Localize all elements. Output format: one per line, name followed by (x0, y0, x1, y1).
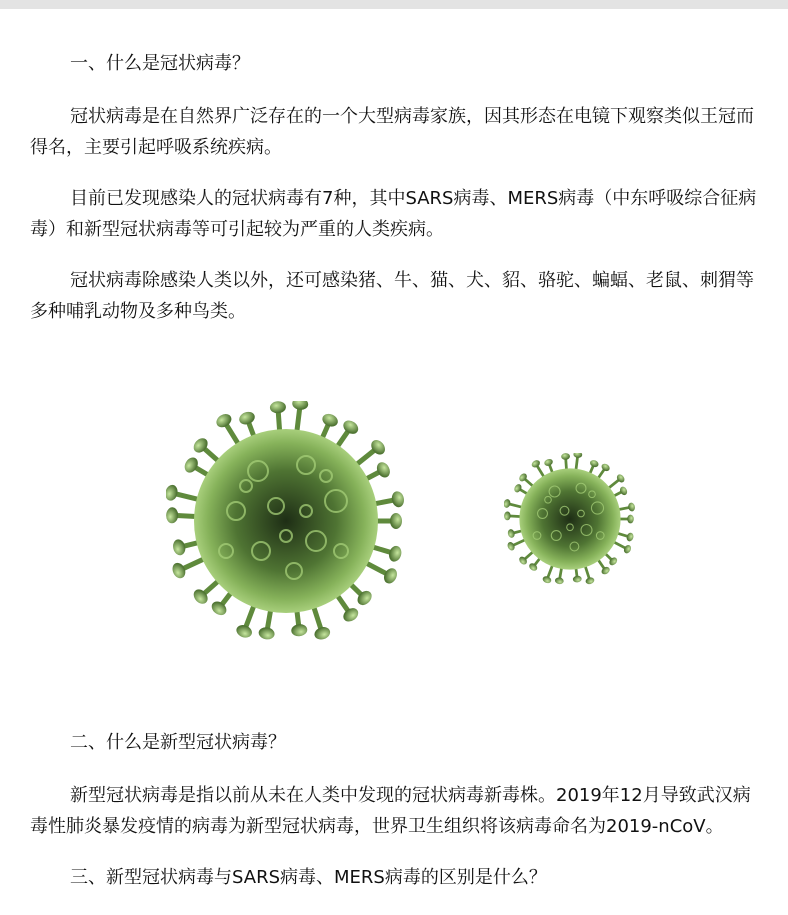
virus-spike-head (237, 410, 256, 427)
virus-spike-head (270, 401, 287, 414)
virus-spike-head (182, 455, 200, 475)
virus-spike-head (627, 502, 635, 512)
virus-spike-head (561, 453, 570, 460)
virus-spike-head (626, 532, 635, 542)
virus-spike-head (554, 577, 564, 585)
virus-spike-head (390, 490, 405, 508)
coronavirus-illustration (30, 361, 760, 721)
virus-spike-head (619, 485, 629, 496)
small-virus-image (504, 453, 636, 585)
virus-spike-head (291, 623, 308, 637)
virus-spike-head (589, 459, 600, 469)
large-virus-image (166, 401, 406, 641)
section-heading-2: 二、什么是新型冠状病毒？ (70, 732, 286, 753)
paragraph-4: 新型冠状病毒是指以前从未在人类中发现的冠状病毒新毒株。2019年12月导致武汉病毒性肺炎暴发疫情的病毒为新型冠状病毒，世界卫生组织将该病毒命名为2019-nCoV。 (30, 785, 751, 837)
virus-spike-head (171, 538, 186, 556)
virus-spike-head (387, 544, 403, 563)
paragraph-1: 冠状病毒是在自然界广泛存在的一个大型病毒家族，因其形态在电镜下观察类似王冠而得名，主要引起呼吸系统疾病。 (30, 106, 754, 158)
paragraph-3: 冠状病毒除感染人类以外，还可感染猪、牛、猫、犬、貂、骆驼、蝙蝠、老鼠、刺猬等多种哺乳动物及多种鸟类。 (30, 270, 754, 322)
virus-spike-head (258, 626, 276, 641)
virus-spike-head (627, 515, 634, 524)
virus-spike-head (292, 401, 309, 411)
virus-spike-head (166, 484, 179, 502)
virus-spike-head (170, 561, 188, 581)
virus-spike-head (543, 458, 554, 467)
virus-spike-head (573, 575, 583, 583)
virus-spike-head (313, 625, 332, 641)
virus-spike-head (573, 453, 583, 458)
virus-spike-head (390, 513, 402, 529)
virus-spike-head (504, 511, 511, 520)
virus-spike-head (513, 483, 523, 494)
virus-spike-head (381, 566, 399, 586)
virus-spike-head (504, 498, 511, 508)
section-heading-3: 三、新型冠状病毒与SARS病毒、MERS病毒的区别是什么？ (70, 867, 547, 888)
virus-spike-head (374, 460, 392, 480)
top-divider-bar (0, 0, 788, 9)
article-body (30, 48, 760, 915)
virus-spike-head (235, 623, 254, 640)
virus-spike-head (542, 575, 553, 584)
virus-spike-head (622, 544, 632, 555)
virus-spike-head (506, 541, 516, 552)
section-heading-1: 一、什么是冠状病毒？ (70, 53, 250, 74)
paragraph-2: 目前已发现感染人的冠状病毒有7种，其中SARS病毒、MERS病毒（中东呼吸综合征病毒）和新型冠状病毒等可引起较为严重的人类疾病。 (30, 188, 757, 240)
virus-spike-head (507, 528, 516, 538)
virus-spike-head (585, 576, 595, 585)
virus-spike-head (166, 507, 179, 524)
virus-spike-head (320, 412, 339, 429)
